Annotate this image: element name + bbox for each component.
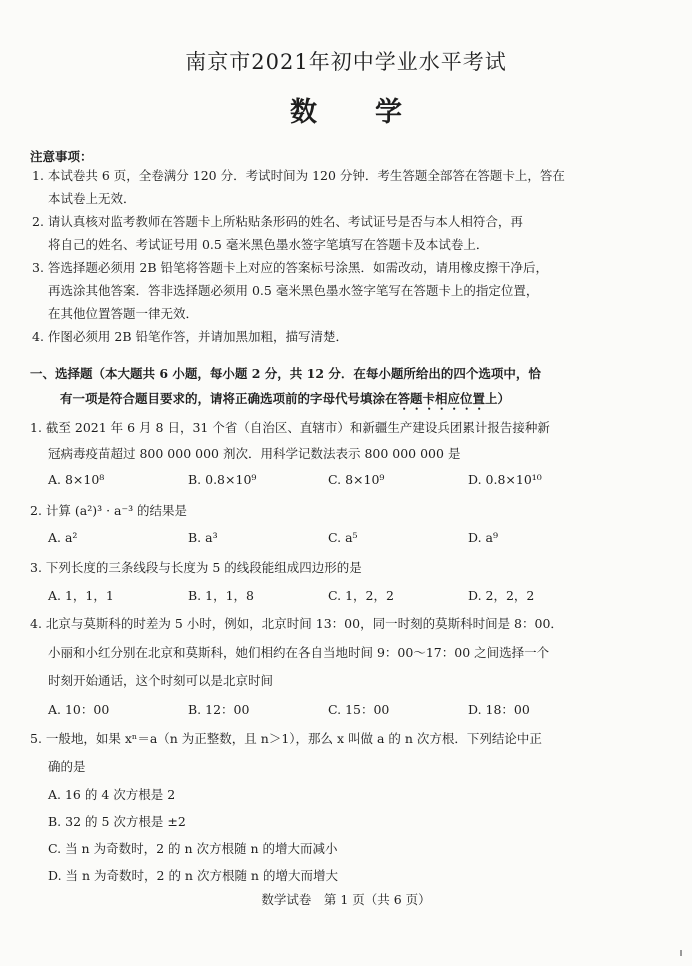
note-line: 将自己的姓名、考试证号用 0.5 毫米黑色墨水签字笔填写在答题卡及本试卷上．: [48, 237, 489, 252]
note-line: 1. 本试卷共 6 页，全卷满分 120 分．考试时间为 120 分钟．考生答题全部答在答题卡上，答在: [32, 168, 565, 183]
section-heading-cont: 有一项是符合题目要求的，请将正确选项前的字母代号填涂在答题卡相应位置上）: [60, 391, 511, 406]
question-5-text: 确的是: [48, 759, 86, 774]
subject-title: [0, 90, 692, 129]
question-3-option-c: C. 1，2，2: [328, 588, 394, 603]
question-4-option-d: D. 18：00: [468, 702, 530, 717]
note-line: 4. 作图必须用 2B 铅笔作答，并请加黑加粗，描写清楚．: [32, 329, 348, 344]
question-3-option-d: D. 2，2，2: [468, 588, 535, 603]
question-4-option-b: B. 12：00: [188, 702, 250, 717]
question-5-option-d: D. 当 n 为奇数时，2 的 n 次方根随 n 的增大而增大: [48, 868, 338, 883]
question-2-option-c: C. a⁵: [328, 530, 358, 545]
question-1-option-b: B. 0.8×10⁹: [188, 472, 257, 487]
scan-mark: [680, 950, 682, 956]
question-1-text: 冠病毒疫苗超过 800 000 000 剂次．用科学记数法表示 800 000 000 是: [48, 446, 461, 461]
emphasis-text: 答题卡相应位置: [397, 391, 486, 406]
question-1-option-a: A. 8×10⁸: [48, 472, 105, 487]
question-2-option-b: B. a³: [188, 530, 218, 545]
question-2-option-a: A. a²: [48, 530, 78, 545]
note-line: 2. 请认真核对监考教师在答题卡上所粘贴条形码的姓名、考试证号是否与本人相符合，再: [32, 214, 523, 229]
question-3-text: 3. 下列长度的三条线段与长度为 5 的线段能组成四边形的是: [30, 560, 362, 575]
exam-title: 南京市2021年初中学业水平考试: [185, 50, 507, 74]
question-4-option-a: A. 10：00: [48, 702, 110, 717]
question-2-text: 2. 计算 (a²)³ · a⁻³ 的结果是: [30, 503, 188, 518]
question-5-option-a: A. 16 的 4 次方根是 2: [48, 787, 176, 802]
note-line: 再选涂其他答案．答非选择题必须用 0.5 毫米黑色墨水签字笔写在答题卡上的指定位置，: [48, 283, 539, 298]
question-5-option-c: C. 当 n 为奇数时，2 的 n 次方根随 n 的增大而减小: [48, 841, 338, 856]
question-3-option-a: A. 1，1，1: [48, 588, 114, 603]
subject-char-1: 数: [290, 97, 317, 128]
subject-char-2: 学: [375, 97, 402, 128]
section-heading: 一、选择题（本大题共 6 小题，每小题 2 分，共 12 分．在每小题所给出的四个选项中，恰: [30, 366, 541, 381]
page-footer: 数学试卷 第 1 页（共 6 页）: [261, 892, 431, 907]
note-line: 在其他位置答题一律无效．: [48, 306, 199, 321]
question-3-option-b: B. 1，1，8: [188, 588, 254, 603]
question-1-text: 1. 截至 2021 年 6 月 8 日，31 个省（自治区、直辖市）和新疆生产建设兵团累计报告接种新: [30, 420, 550, 435]
question-4-text: 小丽和小红分别在北京和莫斯科，她们相约在各自当地时间 9：00～17：00 之间选择一个: [48, 645, 550, 660]
question-5-option-b: B. 32 的 5 次方根是 ±2: [48, 814, 186, 829]
question-1-option-c: C. 8×10⁹: [328, 472, 385, 487]
question-2-option-d: D. a⁹: [468, 530, 498, 545]
note-line: 3. 答选择题必须用 2B 铅笔将答题卡上对应的答案标号涂黑．如需改动，请用橡皮擦干净后，: [32, 260, 548, 275]
question-4-text: 4. 北京与莫斯科的时差为 5 小时，例如，北京时间 13：00，同一时刻的莫斯科时间是 8：00．: [30, 616, 563, 631]
question-1-option-d: D. 0.8×10¹⁰: [468, 472, 542, 487]
notes-heading: 注意事项：: [30, 149, 93, 164]
question-4-option-c: C. 15：00: [328, 702, 390, 717]
question-4-text: 时刻开始通话，这个时刻可以是北京时间: [48, 673, 274, 688]
question-5-text: 5. 一般地，如果 xⁿ＝a（n 为正整数，且 n＞1），那么 x 叫做 a 的 n 次方根．下列结论中正: [30, 731, 542, 746]
note-line: 本试卷上无效．: [48, 191, 136, 206]
